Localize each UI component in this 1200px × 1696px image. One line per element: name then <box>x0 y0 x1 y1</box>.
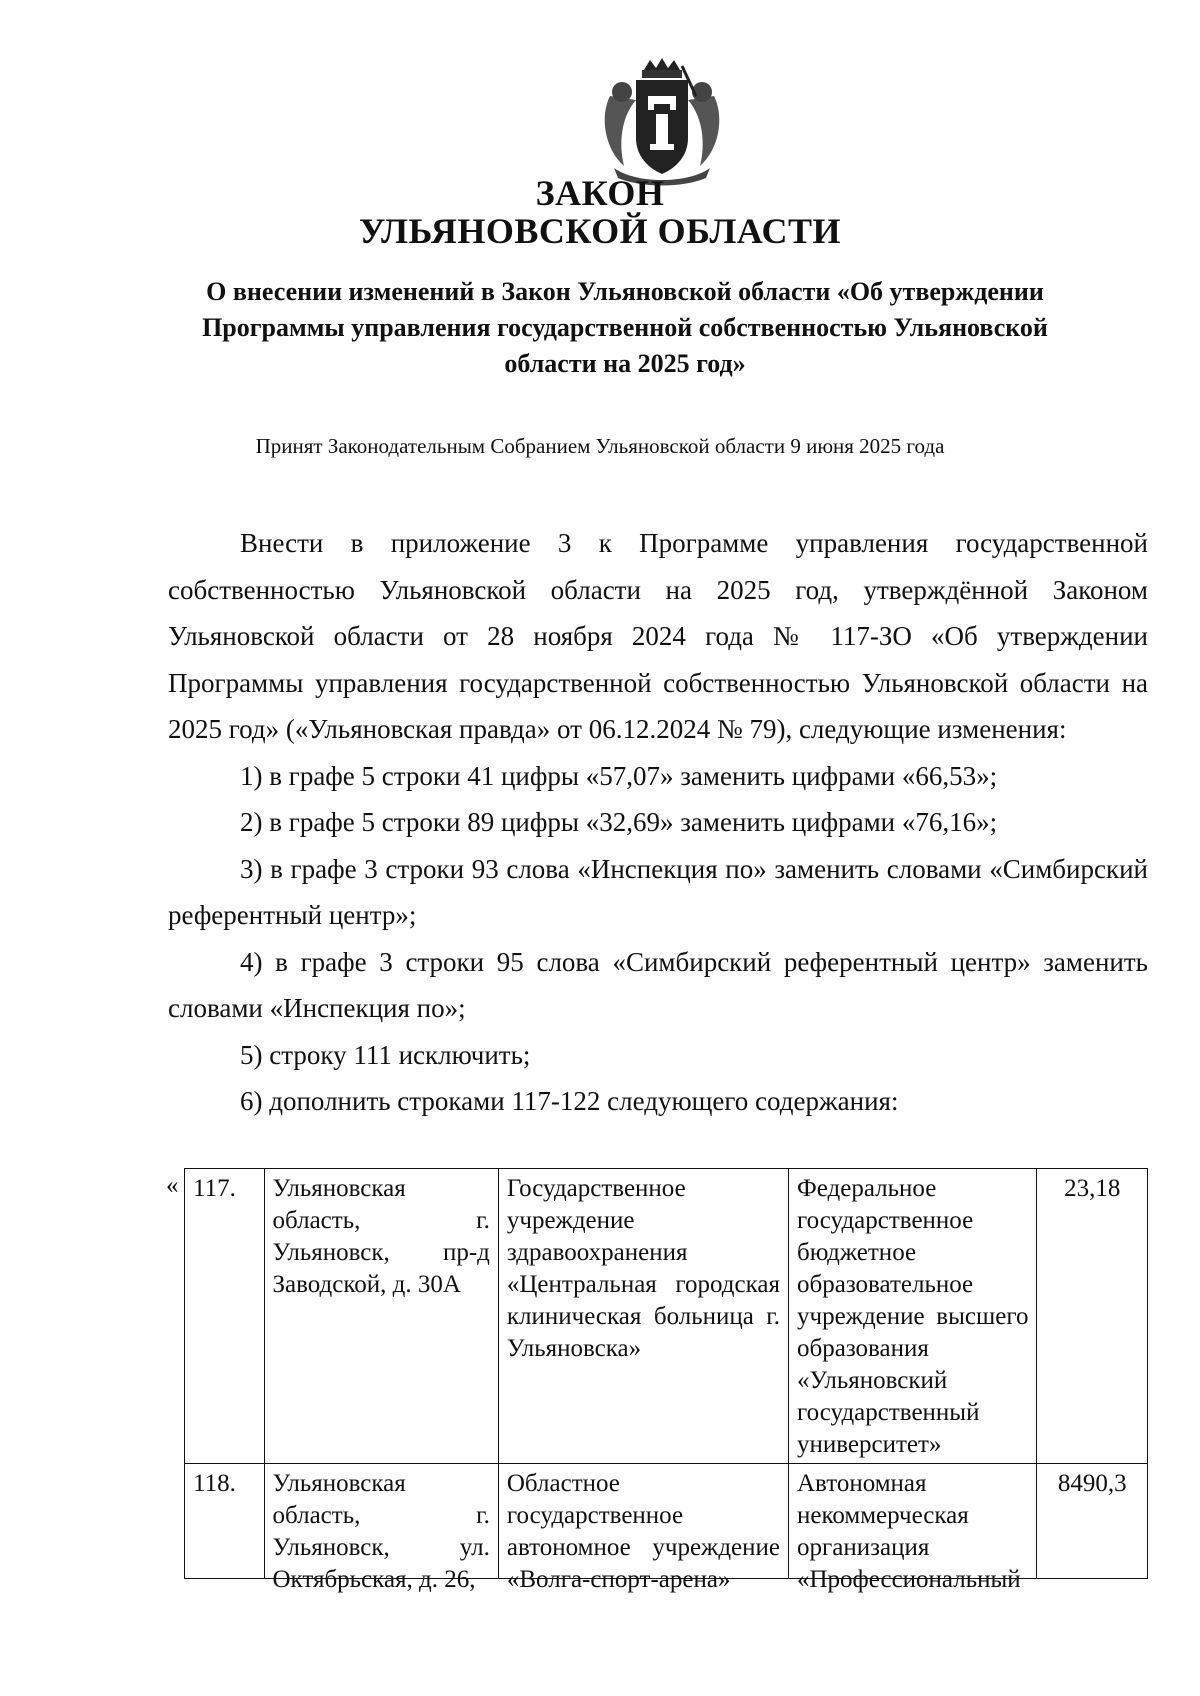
adoption-line: Принят Законодательным Собранием Ульяновской области 9 июня 2025 года <box>255 434 945 458</box>
added-rows-table <box>184 1168 1148 1593</box>
row-to-organization: Федеральное государственное бюджетное образовательное учреждение высшего образования «Ульяновский государственный университет» <box>789 1169 1037 1464</box>
change-item-1: 1) в графе 5 строки 41 цифры «57,07» заменить цифрами «66,53»; <box>240 760 998 791</box>
table-open-quote: « <box>166 1172 179 1199</box>
change-item-4: 4) в графе 3 строки 95 слова «Симбирский референтный центр» заменить словами «Инспекция по»; <box>168 946 1148 1023</box>
row-number: 117. <box>185 1169 265 1464</box>
change-item-2: 2) в графе 5 строки 89 цифры «32,69» заменить цифрами «76,16»; <box>240 807 998 837</box>
law-region: УЛЬЯНОВСКОЙ ОБЛАСТИ <box>358 211 842 251</box>
row-from-organization: Государственное учреждение здравоохранения «Центральная городская клиническая больница г. Ульяновска» <box>498 1169 788 1464</box>
coat-of-arms-emblem <box>596 56 728 188</box>
row-area: 23,18 <box>1037 1169 1148 1464</box>
intro-paragraph: Внести в приложение 3 к Программе управления государственной собственностью Ульяновской области на 2025 год, утверждённой Законом Ульяновской области от 28 ноября 2024 года № 117-ЗО «Об утверждении Программы управления государственной собственностью Ульяновской области на 2025 год» («Ульяновская правда» от 06.12.2024 № 79), следующие изменения: <box>168 528 1148 744</box>
change-item-5: 5) строку 111 исключить; <box>240 1039 531 1070</box>
change-item-6: 6) дополнить строками 117-122 следующего содержания: <box>240 1086 899 1116</box>
row-address: Ульяновская область, г. Ульяновск, пр-д Заводской, д. 30А <box>264 1169 498 1464</box>
law-body <box>168 520 1148 1125</box>
row-from-organization: Областное государственное автономное учреждение «Волга-спорт-арена» <box>506 1470 780 1593</box>
row-address: Ульяновская область, г. Ульяновск, ул. Октябрьская, д. 26, <box>272 1470 490 1593</box>
law-subtitle: О внесении изменений в Закон Ульяновской области «Об утверждении Программы управления государственной собственностью Ульяновской области на 2025 год» <box>202 277 1048 378</box>
change-item-3: 3) в графе 3 строки 93 слова «Инспекция по» заменить словами «Симбирский референтный центр»; <box>168 853 1148 930</box>
law-title: ЗАКОН <box>535 173 665 213</box>
table-row <box>185 1169 1148 1464</box>
row-to-organization: Автономная некоммерческая организация «Профессиональный <box>797 1470 1021 1593</box>
table-row <box>185 1464 1148 1579</box>
row-area: 8490,3 <box>1057 1470 1127 1497</box>
row-number: 118. <box>193 1470 236 1497</box>
